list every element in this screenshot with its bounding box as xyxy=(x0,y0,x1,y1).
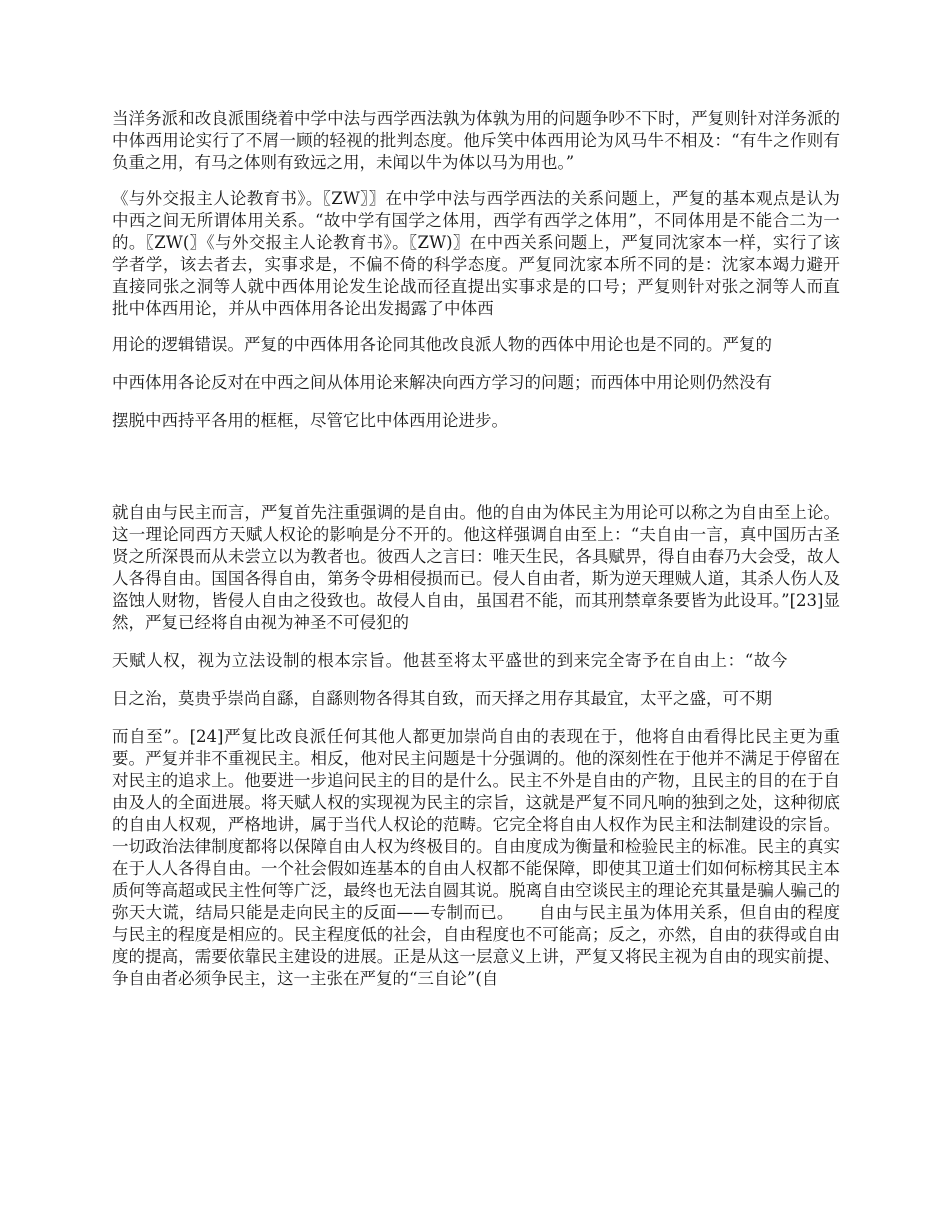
paragraph-8: 日之治，莫贵乎崇尚自繇，自繇则物各得其自致，而天择之用存其最宜，太平之盛，可不期 xyxy=(112,689,772,708)
paragraph-5: 摆脱中西持平各用的框框，尽管它比中体西用论进步。 xyxy=(112,411,508,430)
paragraph-2: 《与外交报主人论教育书》。〖ZW〗〗在中学中法与西学西法的关系问题上，严复的基本观点是认为中西之间无所谓体用关系。“故中学有国学之体用，西学有西学之体用”，不同体用是不能合二为一的。〖ZW(〗《与外交报主人论教育书》。〖ZW)〗在中西关系问题上，严复同沈家本一样，实行了该学者学，该去者去，实事求是，不偏不倚的科学态度。严复同沈家本所不同的是：沈家本竭力避开直接同张之洞等人就中西体用论发生论战而径直提出实事求是的口号；严复则针对张之洞等人而直批中体西用论，并从中西体用各论出发揭露了中体西 xyxy=(112,189,840,318)
paragraph-3: 用论的逻辑错误。严复的中西体用各论同其他改良派人物的西体中用论也是不同的。严复的 xyxy=(112,335,772,354)
paragraph-9: 而自至”。[24]严复比改良派任何其他人都更加崇尚自由的表现在于，他将自由看得比民主更为重要。严复并非不重视民主。相反，他对民主问题是十分强调的。他的深刻性在于他并不满足于停留在对民主的追求上。他要进一步追问民主的目的是什么。民主不外是自由的产物，且民主的目的在于自由及人的全面进展。将天赋人权的实现视为民主的宗旨，这就是严复不同凡响的独到之处，这种彻底的自由人权观，严格地讲，属于当代人权论的范畴。它完全将自由人权作为民主和法制建设的宗旨。一切政治法律制度都将以保障自由人权为终极目的。自由度成为衡量和检验民主的标准。民主的真实在于人人各得自由。一个社会假如连基本的自由人权都不能保障，即使其卫道士们如何标榜其民主本质何等高超或民主性何等广泛，最终也无法自圆其说。脱离自由空谈民主的理论充其量是骗人骗己的弥天大谎，结局只能是走向民主的反面——专制而已。 自由与民主虽为体用关系，但自由的程度与民主的程度是相应的。民主程度低的社会，自由程度也不可能高；反之，亦然，自由的获得或自由度的提高，需要依靠民主建设的进展。正是从这一层意义上讲，严复又将民主视为自由的现实前提、争自由者必须争民主，这一主张在严复的“三自论”(自 xyxy=(112,727,840,988)
paragraph-6: 就自由与民主而言，严复首先注重强调的是自由。他的自由为体民主为用论可以称之为自由至上论。这一理论同西方天赋人权论的影响是分不开的。他这样强调自由至上：“夫自由一言，真中国历古圣贤之所深畏而从未尝立以为教者也。彼西人之言曰：唯天生民，各具赋畀，得自由春乃大会受，故人人各得自由。国国各得自由，第务令毋相侵损而已。侵人自由者，斯为逆天理贼人道，其杀人伤人及盗蚀人财物，皆侵人自由之役致也。故侵人自由，虽国君不能，而其刑禁章条要皆为此设耳。”[23]显然，严复已经将自由视为神圣不可侵犯的 xyxy=(112,503,840,632)
paragraph-4: 中西体用各论反对在中西之间从体用论来解决向西方学习的问题；而西体中用论则仍然没有 xyxy=(112,373,772,392)
paragraph-7: 天赋人权，视为立法设制的根本宗旨。他甚至将太平盛世的到来完全寄予在自由上：“故今 xyxy=(112,651,788,670)
paragraph-1: 当洋务派和改良派围绕着中学中法与西学西法孰为体孰为用的问题争吵不下时，严复则针对洋务派的中体西用论实行了不屑一顾的轻视的批判态度。他斥笑中体西用论为风马牛不相及：“有牛之作则有负重之用，有马之体则有致远之用，未闻以牛为体以马为用也。” xyxy=(112,109,840,172)
document-page xyxy=(112,108,840,990)
